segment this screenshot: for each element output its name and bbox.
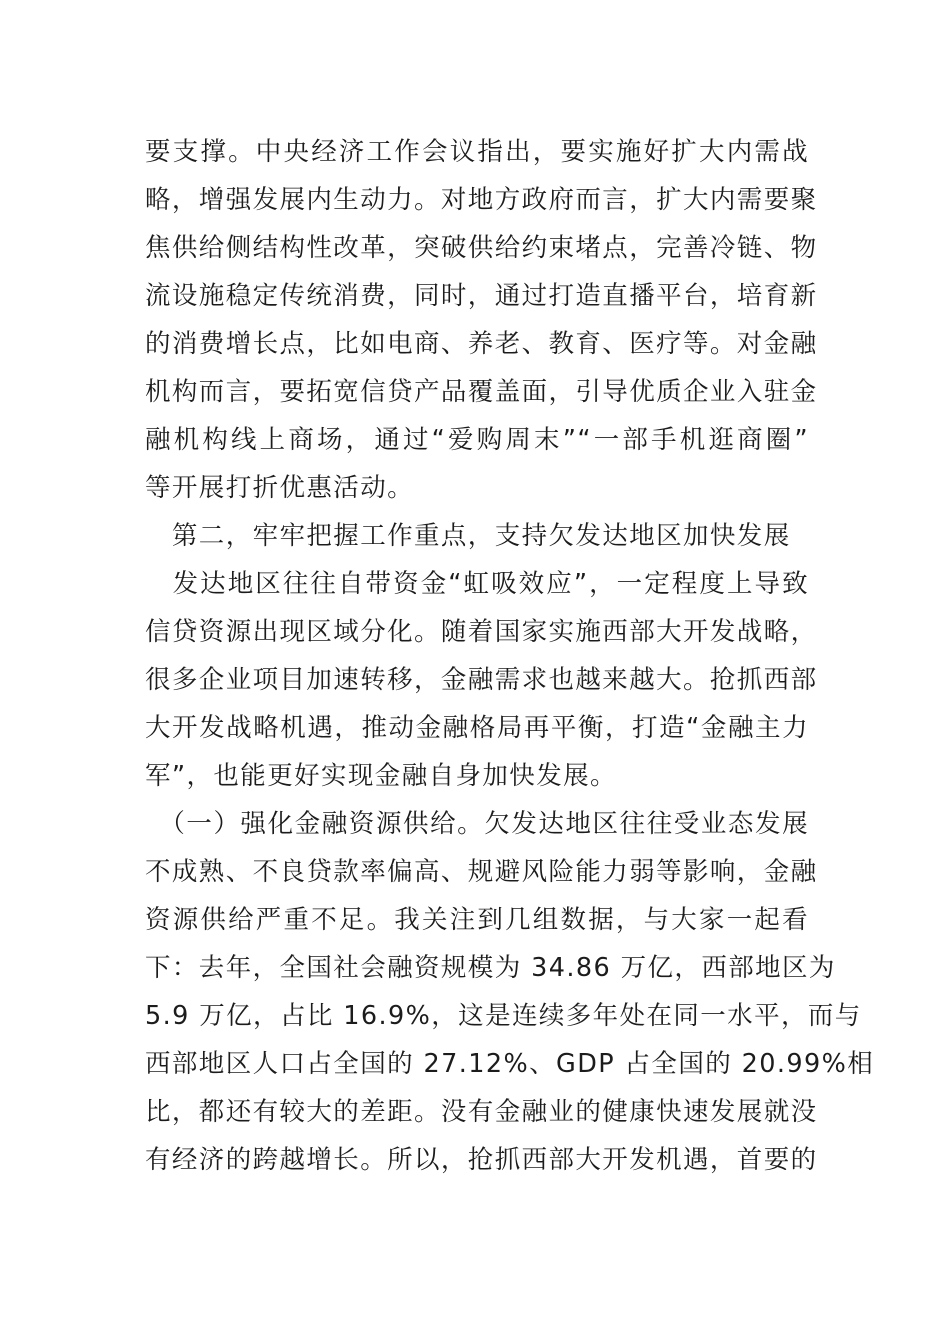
text-line: 机构而言，要拓宽信贷产品覆盖面，引导优质企业入驻金 [145,377,818,407]
text-line: 融机构线上商场，通过“爱购周末”“一部手机逛商圈” [145,425,809,455]
text-line: 焦供给侧结构性改革，突破供给约束堵点，完善冷链、物 [145,233,818,263]
text-line: 比，都还有较大的差距。没有金融业的健康快速发展就没 [145,1097,818,1127]
body-text [145,128,875,1184]
text-line: 不成熟、不良贷款率偏高、规避风险能力弱等影响，金融 [145,857,818,887]
text-line: 西部地区人口占全国的 27.12%、GDP 占全国的 20.99%相 [145,1049,875,1079]
text-line: （一）强化金融资源供给。欠发达地区往往受业态发展 [145,809,809,839]
text-line: 的消费增长点，比如电商、养老、教育、医疗等。对金融 [145,329,818,359]
text-line: 等开展打折优惠活动。 [145,473,415,503]
text-line: 5.9 万亿，占比 16.9%，这是连续多年处在同一水平，而与 [145,1001,862,1031]
text-line: 略，增强发展内生动力。对地方政府而言，扩大内需要聚 [145,185,818,215]
text-line: 军”，也能更好实现金融自身加快发展。 [145,761,617,791]
text-line: 信贷资源出现区域分化。随着国家实施西部大开发战略， [145,617,818,647]
text-line: 大开发战略机遇，推动金融格局再平衡，打造“金融主力 [145,713,809,743]
text-line: 流设施稳定传统消费，同时，通过打造直播平台，培育新 [145,281,818,311]
section-heading: 第二，牢牢把握工作重点，支持欠发达地区加快发展 [145,521,791,551]
text-line: 有经济的跨越增长。所以，抢抓西部大开发机遇，首要的 [145,1145,818,1175]
text-line: 下：去年，全国社会融资规模为 34.86 万亿，西部地区为 [145,953,836,983]
text-line: 发达地区往往自带资金“虹吸效应”，一定程度上导致 [145,569,809,599]
text-line: 很多企业项目加速转移，金融需求也越来越大。抢抓西部 [145,665,818,695]
text-line: 要支撑。中央经济工作会议指出，要实施好扩大内需战 [145,137,809,167]
text-line: 资源供给严重不足。我关注到几组数据，与大家一起看 [145,905,809,935]
